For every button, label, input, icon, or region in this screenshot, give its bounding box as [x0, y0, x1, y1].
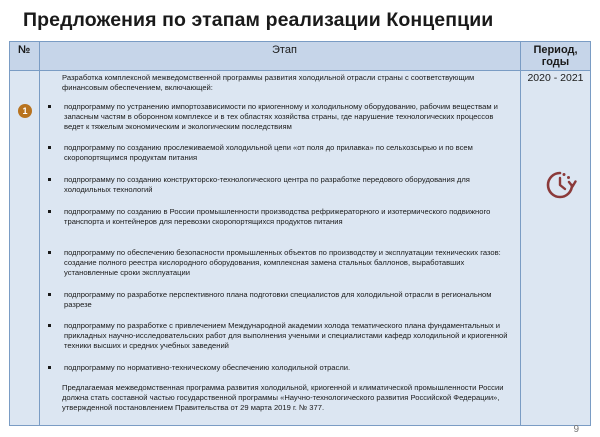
page-title: Предложения по этапам реализации Концепции — [23, 9, 494, 31]
row-number-badge: 1 — [18, 104, 32, 118]
bullet-icon — [48, 210, 51, 213]
list-item-text: подпрограмму по разработке с привлечением Международной академии холода тематического плана фундаментальных и прикладных научно-исследовательских работ для выполнения учеными и специалистами кафедр холодильной и криогенной техники высших и средних учебных заведений — [64, 321, 508, 350]
list-item-text: подпрограмму по созданию конструкторско-технологического центра по разработке передового оборудования для холодильных технологий — [64, 175, 470, 194]
list-item-text: подпрограмму по обеспечению безопасности промышленных объектов по производству и эксплуатации технических газов: создание полного реестра кислородного оборудования, комплексная замена стальных баллонов, выработавших установленные сроки эксплуатации — [64, 248, 501, 277]
header-number-label: № — [18, 44, 31, 56]
header-period-label: Период, годы — [533, 44, 578, 68]
clock-arrow-icon — [543, 168, 577, 202]
list-item-text: подпрограмму по нормативно-техническому обеспечению холодильной отрасли. — [64, 363, 351, 372]
page-number: 9 — [573, 424, 579, 435]
row-stage-cell — [40, 71, 521, 425]
list-item-text: подпрограмму по разработке перспективного плана подготовки специалистов для холодильной отрасли в региональном разрезе — [64, 290, 492, 309]
list-item-text: подпрограмму по созданию в России промышленности производства рефрижераторного и изотермического подвижного транспорта и контейнеров для перевозки скоропортящихся продуктов питания — [64, 207, 491, 226]
list-item-text: подпрограмму по созданию прослеживаемой холодильной цепи «от поля до прилавка» по сельхозсырью и по всем скоропортящимся продуктам питания — [64, 143, 473, 162]
header-cell-period — [521, 42, 590, 71]
bullet-icon — [48, 105, 51, 108]
period-value: 2020 - 2021 — [527, 72, 584, 84]
row-period-cell — [521, 71, 590, 425]
bullet-icon — [48, 324, 51, 327]
header-cell-number — [10, 42, 40, 71]
bullet-icon — [48, 178, 51, 181]
bullet-icon — [48, 366, 51, 369]
bullet-icon — [48, 251, 51, 254]
bullet-icon — [48, 293, 51, 296]
header-stage-label: Этап — [272, 44, 297, 56]
bullet-icon — [48, 146, 51, 149]
stages-table — [9, 41, 591, 426]
row-number-cell — [10, 71, 40, 425]
stage-conclusion: Предлагаемая межведомственная программа развития холодильной, криогенной и климатической промышленности России должна стать составной частью государственной программы «Научно-технологического развития Российской Федерации», утвержденной постановлением Правительства от 29 марта 2019 г. № 377. — [62, 383, 504, 412]
header-cell-stage — [40, 42, 521, 71]
stage-intro: Разработка комплексной межведомственной программы развития холодильной отрасли страны с соответствующим финансовым обеспечением, включающей: — [62, 73, 475, 92]
list-item-text: подпрограмму по устранению импортозависимости по криогенному и холодильному оборудованию, рабочим веществам и запасным частям в оборонном комплексе и в тех областях хозяйства страны, где нарушение технологических процессов ведет к тяжелым экономическим и экологическим последствиям — [64, 102, 498, 131]
